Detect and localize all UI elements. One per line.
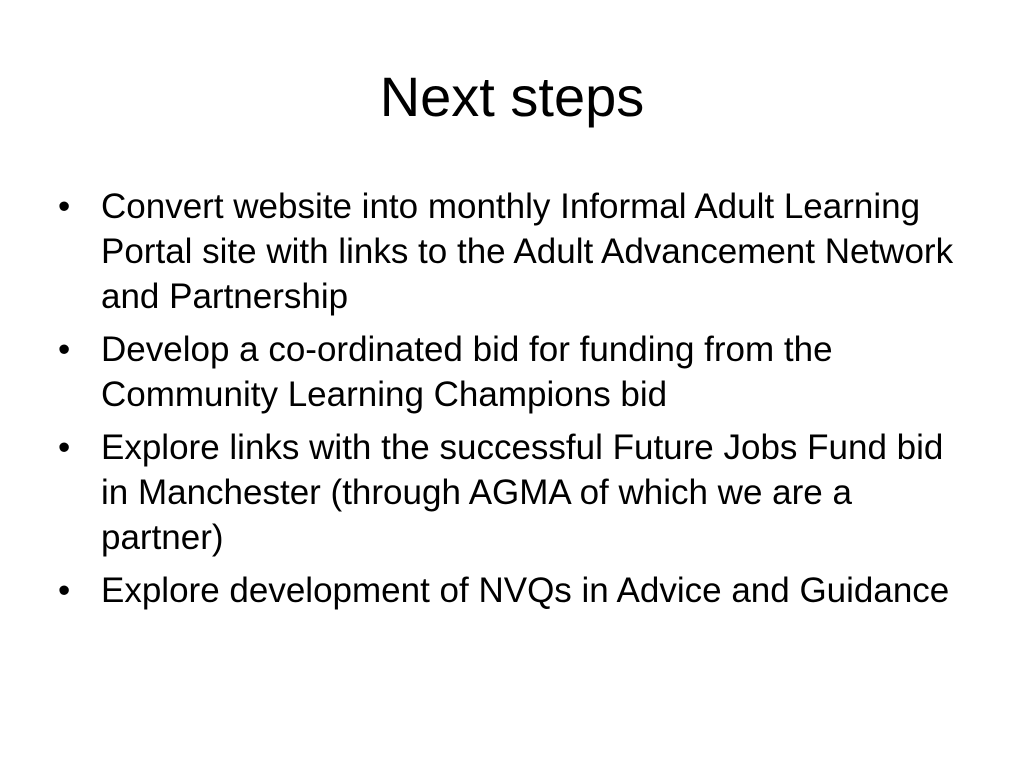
bullet-icon: • <box>58 428 71 467</box>
bullet-icon: • <box>58 571 71 610</box>
bullet-text: Explore links with the successful Future Jobs Fund bid in Manchester (through AGMA of which we are a partner) <box>101 428 944 557</box>
bullet-text: Convert website into monthly Informal Adult Learning Portal site with links to the Adult Advancement Network and Partnership <box>101 187 954 316</box>
bullet-text: Explore development of NVQs in Advice and Guidance <box>101 571 950 610</box>
list-item <box>58 425 968 560</box>
list-item <box>58 184 968 319</box>
bullet-icon: • <box>58 330 71 369</box>
bullet-icon: • <box>58 187 71 226</box>
list-item <box>58 327 968 417</box>
bullet-list <box>58 184 968 621</box>
bullet-text: Develop a co-ordinated bid for funding from the Community Learning Champions bid <box>101 330 833 414</box>
slide-title: Next steps <box>379 65 645 128</box>
list-item <box>58 568 968 613</box>
